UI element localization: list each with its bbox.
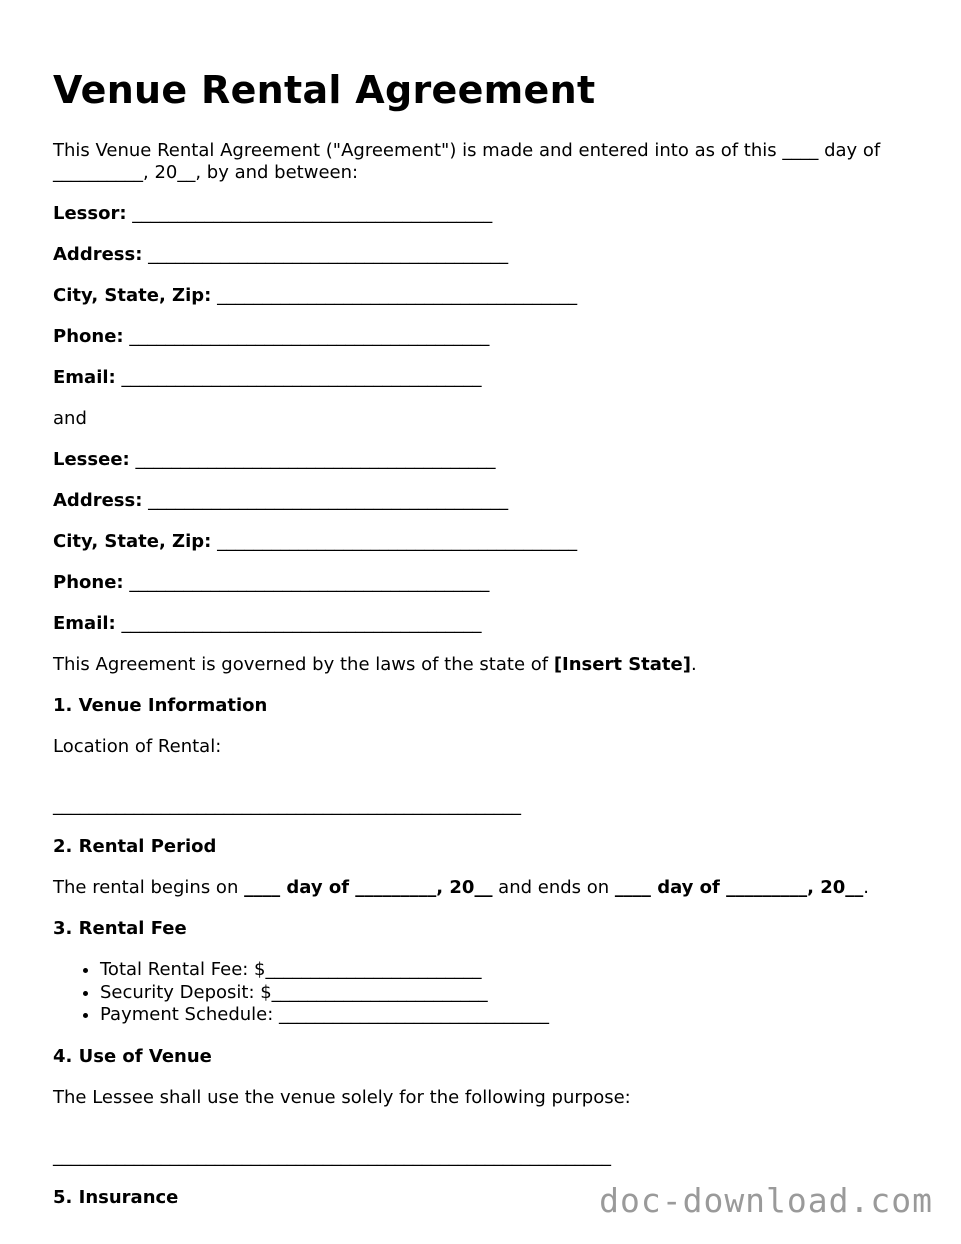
section-5-title: 5. Insurance <box>53 1186 179 1208</box>
lessor-label: Lessor: <box>53 203 127 224</box>
lessee-city-label: City, State, Zip: <box>53 531 212 552</box>
lessee-blank: ________________________________________ <box>135 449 496 470</box>
list-item: • Payment Schedule: ______________________________ <box>100 1004 913 1027</box>
lessor-address-field <box>53 244 913 266</box>
section-2-title: 2. Rental Period <box>53 836 217 857</box>
lessee-field <box>53 449 913 471</box>
lessee-city-blank: ________________________________________ <box>217 531 578 552</box>
section-1-title: 1. Venue Information <box>53 695 268 716</box>
rental-start-blank: ____ day of _________, 20__ <box>244 877 493 898</box>
lessee-city-field <box>53 531 913 553</box>
lessee-phone-blank: ________________________________________ <box>129 572 490 593</box>
spacer <box>53 777 913 795</box>
lessor-blank: ________________________________________ <box>132 203 493 224</box>
lessor-phone-label: Phone: <box>53 326 124 347</box>
governing-prefix: This Agreement is governed by the laws of the state of <box>53 654 554 675</box>
watermark: doc-download.com <box>599 1181 933 1220</box>
rental-period-text-2: and ends on <box>492 877 615 898</box>
rental-period-paragraph <box>53 877 913 899</box>
lessee-address-field <box>53 490 913 512</box>
list-item: • Total Rental Fee: $________________________ <box>100 959 913 982</box>
rental-end-blank: ____ day of _________, 20__ <box>614 877 864 898</box>
lessor-field <box>53 203 913 225</box>
lessor-phone-field <box>53 326 913 348</box>
lessee-email-blank: ________________________________________ <box>121 613 482 634</box>
location-label: Location of Rental: <box>53 736 222 757</box>
lessor-email-label: Email: <box>53 367 116 388</box>
lessor-city-blank: ________________________________________ <box>217 285 578 306</box>
governing-suffix: . <box>690 654 697 675</box>
lessee-phone-field <box>53 572 913 594</box>
list-item: • Security Deposit: $________________________ <box>100 982 913 1005</box>
and-text: and <box>53 408 87 429</box>
lessor-city-field <box>53 285 913 307</box>
use-of-venue-text: The Lessee shall use the venue solely for the following purpose: <box>53 1086 631 1108</box>
rental-fee-list <box>53 959 913 1027</box>
intro-paragraph: This Venue Rental Agreement ("Agreement") is made and entered into as of this ____ day of __________, 20__, by and between: <box>53 140 881 183</box>
lessor-email-blank: ________________________________________ <box>121 367 482 388</box>
rental-period-text-3: . <box>863 877 870 898</box>
lessee-address-blank: ________________________________________ <box>148 490 509 511</box>
lessor-phone-blank: ________________________________________ <box>129 326 490 347</box>
location-blank: ____________________________________________________ <box>53 795 521 816</box>
lessor-email-field <box>53 367 913 389</box>
section-4-title: 4. Use of Venue <box>53 1045 212 1067</box>
lessee-label: Lessee: <box>53 449 130 470</box>
lessee-phone-label: Phone: <box>53 572 124 593</box>
lessee-email-field <box>53 613 913 635</box>
lessee-email-label: Email: <box>53 613 116 634</box>
lessor-address-blank: ________________________________________ <box>148 244 509 265</box>
document-title: Venue Rental Agreement <box>53 68 596 112</box>
lessor-address-label: Address: <box>53 244 143 265</box>
governing-law-paragraph <box>53 654 913 676</box>
lessee-address-label: Address: <box>53 490 143 511</box>
purpose-blank: ______________________________________________________________ <box>53 1145 611 1167</box>
document-page <box>53 64 913 1228</box>
rental-period-text-1: The rental begins on <box>53 877 245 898</box>
lessor-city-label: City, State, Zip: <box>53 285 212 306</box>
spacer <box>53 1128 913 1146</box>
governing-state: [Insert State] <box>553 654 691 675</box>
section-3-title: 3. Rental Fee <box>53 918 187 939</box>
